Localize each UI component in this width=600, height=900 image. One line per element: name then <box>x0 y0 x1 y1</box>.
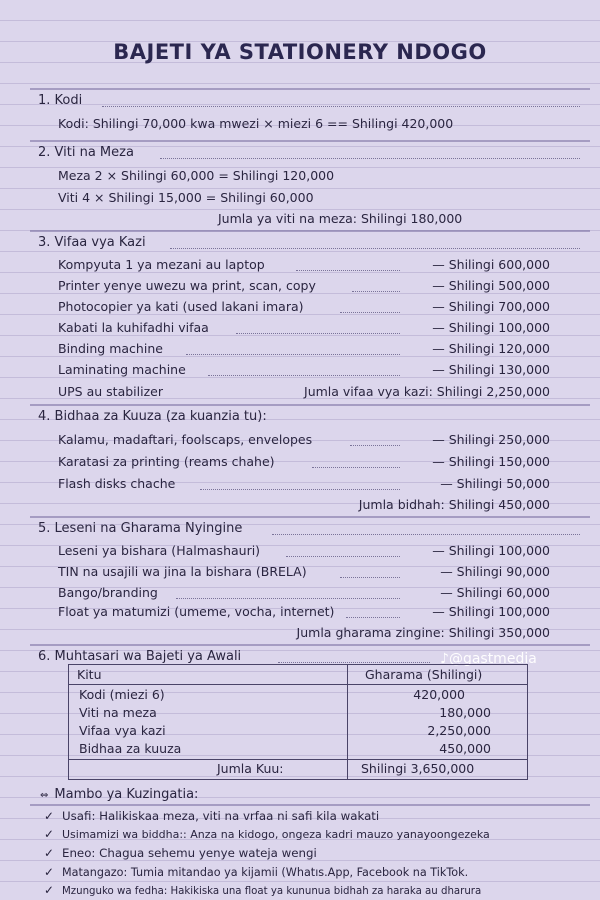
check-icon: ✓ <box>44 846 54 860</box>
notes-heading <box>40 787 198 802</box>
check-icon: ✓ <box>44 809 54 823</box>
dotted-leader <box>272 534 580 535</box>
dotted-leader <box>350 445 400 446</box>
equipment-item-price: — Shilingi 700,000 <box>432 299 550 314</box>
equipment-item-label: Photocopier ya kati (used lakani imara) <box>58 299 304 314</box>
equipment-item-label: Binding machine <box>58 341 163 356</box>
check-icon: ✓ <box>44 865 54 879</box>
fees-item-price: — Shilingi 100,000 <box>432 604 550 619</box>
goods-item-price: — Shilingi 150,000 <box>432 454 550 469</box>
dotted-leader <box>236 333 400 334</box>
table-header-item: Kitu <box>77 667 102 682</box>
table-row-value: 180,000 <box>439 705 491 720</box>
section-divider <box>30 230 590 232</box>
rent-line: Kodi: Shilingi 70,000 kwa mwezi × miezi 6 == Shilingi 420,000 <box>58 116 454 131</box>
table-row-label: Viti na meza <box>79 705 157 720</box>
note-text: Mzunguko wa fedha: Hakikiska una float ya kununua bidhah za haraka au dharura <box>62 886 482 897</box>
note-text: Usafi: Halikiskaa meza, viti na vrfaa ni safi kila wakati <box>62 809 380 823</box>
fees-item-price: — Shilingi 60,000 <box>440 585 550 600</box>
section-divider <box>30 804 590 806</box>
equipment-item-label: UPS au stabilizer <box>58 384 163 399</box>
section-2-total: Jumla ya viti na meza: Shilingi 180,000 <box>218 211 463 226</box>
fees-item-label: Float ya matumizi (umeme, vocha, internet) <box>58 604 335 619</box>
goods-item-label: Karatasi za printing (reams chahe) <box>58 454 275 469</box>
goods-item-price: — Shilingi 50,000 <box>440 476 550 491</box>
dotted-leader <box>186 354 400 355</box>
check-icon: ✓ <box>44 827 54 841</box>
tiktok-logo-icon: ♪ <box>440 651 449 667</box>
fees-item-label: TIN na usajili wa jina la bishara (BRELA) <box>58 564 307 579</box>
table-row-value: 420,000 <box>413 687 465 702</box>
goods-item-label: Flash disks chache <box>58 476 176 491</box>
equipment-item-price: — Shilingi 600,000 <box>432 257 550 272</box>
section-4-total: Jumla bidhah: Shilingi 450,000 <box>358 497 550 512</box>
dotted-leader <box>160 158 580 159</box>
section-divider <box>30 404 590 406</box>
fees-item-label: Leseni ya bishara (Halmashauri) <box>58 543 261 558</box>
dotted-leader <box>286 556 400 557</box>
section-6-heading: 6. Muhtasari wa Bajeti ya Awali <box>38 649 242 664</box>
dotted-leader <box>208 375 400 376</box>
equipment-item-label: Kompyuta 1 ya mezani au laptop <box>58 257 265 272</box>
table-row-divider <box>69 759 527 760</box>
section-divider <box>30 516 590 518</box>
section-divider <box>30 644 590 646</box>
section-2-heading: 2. Viti na Meza <box>38 145 134 160</box>
dotted-leader <box>340 312 400 313</box>
equipment-item-price: — Shilingi 100,000 <box>432 320 550 335</box>
dotted-leader <box>102 106 580 107</box>
page-title: BAJETI YA STATIONERY NDOGO <box>113 40 487 64</box>
table-row-label: Kodi (miezi 6) <box>79 687 165 702</box>
note-item <box>44 865 468 879</box>
dotted-leader <box>278 662 430 663</box>
section-1-heading: 1. Kodi <box>38 93 83 108</box>
note-item <box>44 809 379 823</box>
section-5-heading: 5. Leseni na Gharama Nyingine <box>38 521 243 536</box>
dotted-leader <box>296 270 400 271</box>
fees-item-price: — Shilingi 90,000 <box>440 564 550 579</box>
equipment-item-label: Printer yenye uwezu wa print, scan, copy <box>58 278 316 293</box>
note-text: Matangazo: Tumia mitandao ya kijamii (Whatıs.App, Facebook na TikTok. <box>62 866 469 879</box>
table-header-cost: Gharama (Shilingi) <box>365 667 483 682</box>
equipment-item-price: — Shilingi 130,000 <box>432 362 550 377</box>
table-total-label: Jumla Kuu: <box>217 761 284 776</box>
table-row-value: 2,250,000 <box>427 723 491 738</box>
goods-item-price: — Shilingi 250,000 <box>432 432 550 447</box>
budget-summary-table <box>68 664 528 780</box>
table-column-divider <box>347 665 348 779</box>
check-icon: ✓ <box>44 883 54 897</box>
section-3-heading: 3. Vifaa vya Kazi <box>38 235 146 250</box>
dotted-leader <box>352 291 400 292</box>
section-divider <box>30 88 590 90</box>
fees-item-label: Bango/branding <box>58 585 158 600</box>
dotted-leader <box>346 617 400 618</box>
table-row-value: 450,000 <box>439 741 491 756</box>
section-divider <box>30 140 590 142</box>
dotted-leader <box>340 577 400 578</box>
tables-line: Meza 2 × Shilingi 60,000 = Shilingi 120,000 <box>58 168 335 183</box>
note-item <box>44 846 317 860</box>
note-item <box>44 827 490 841</box>
watermark-text: @gastmedia <box>448 651 537 667</box>
notes-heading-text: Mambo ya Kuzingatia: <box>54 787 199 802</box>
note-item <box>44 883 481 897</box>
note-text: Usimamizi wa biddha:: Anza na kidogo, ongeza kadri mauzo yanayoongezeka <box>62 828 490 841</box>
goods-item-label: Kalamu, madaftari, foolscaps, envelopes <box>58 432 313 447</box>
table-total-value: Shilingi 3,650,000 <box>361 761 475 776</box>
section-4-heading: 4. Bidhaa za Kuuza (za kuanzia tu): <box>38 409 267 424</box>
equipment-item-label: Kabati la kuhifadhi vifaa <box>58 320 209 335</box>
dotted-leader <box>312 467 400 468</box>
equipment-item-price: — Shilingi 500,000 <box>432 278 550 293</box>
dotted-leader <box>200 489 400 490</box>
section-3-total: Jumla vifaa vya kazi: Shilingi 2,250,000 <box>304 384 550 399</box>
dotted-leader <box>170 248 580 249</box>
chairs-line: Viti 4 × Shilingi 15,000 = Shilingi 60,000 <box>58 190 314 205</box>
fees-item-price: — Shilingi 100,000 <box>432 543 550 558</box>
table-row-label: Bidhaa za kuuza <box>79 741 182 756</box>
dotted-leader <box>176 598 400 599</box>
equipment-item-price: — Shilingi 120,000 <box>432 341 550 356</box>
table-row-label: Vifaa vya kazi <box>79 723 166 738</box>
note-text: Eneo: Chagua sehemu yenye wateja wengi <box>62 846 317 860</box>
equipment-item-label: Laminating machine <box>58 362 186 377</box>
double-arrow-icon: ⇔ <box>40 790 49 801</box>
section-5-total: Jumla gharama zingine: Shilingi 350,000 <box>296 625 550 640</box>
table-row-divider <box>69 684 527 685</box>
